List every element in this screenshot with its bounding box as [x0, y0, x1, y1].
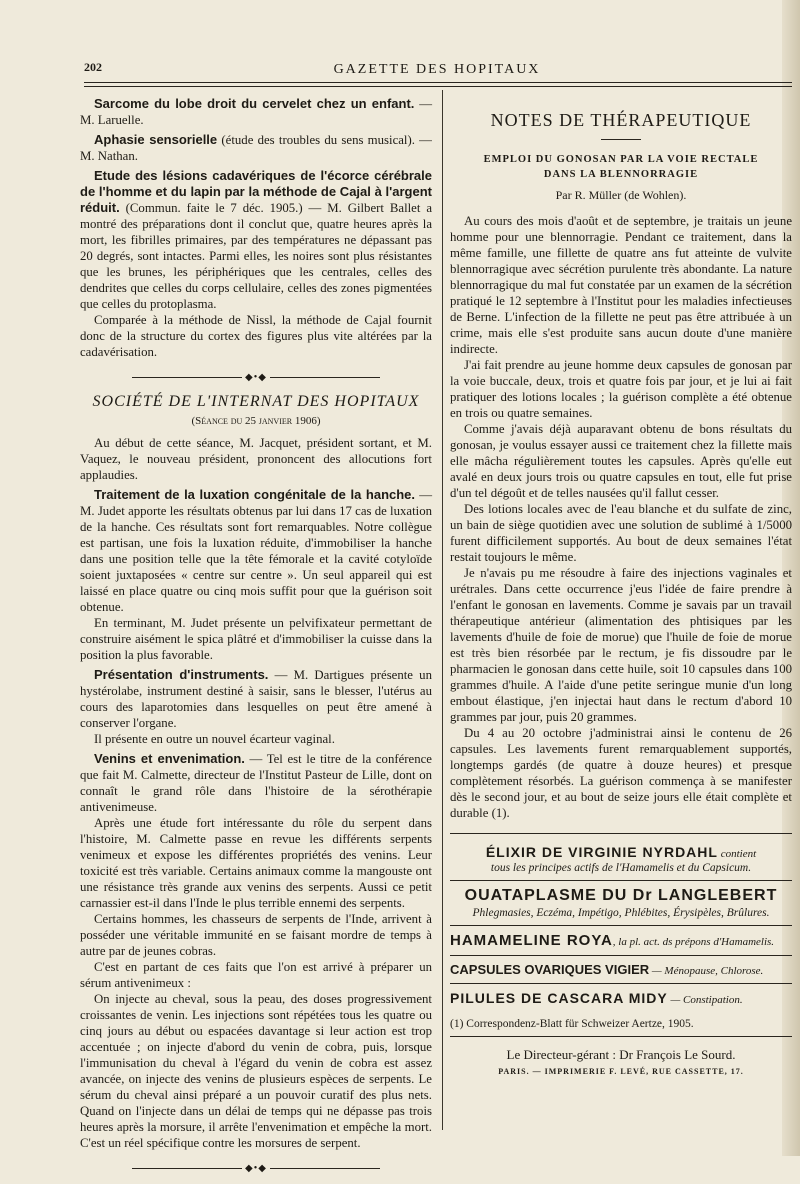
- left-column: [80, 96, 432, 1184]
- article-author: Par R. Müller (de Wohlen).: [555, 188, 687, 202]
- ad-pilules-name: PILULES DE CASCARA MIDY: [450, 990, 668, 1006]
- article-paragraph: Je n'avais pu me résoudre à faire des injections vaginales et urétrales. Dans cette occurrence j'eus l'idée de faire prendre à l'enfant le gonosan en lavements. Comme je savais par un travail thérapeutique antérieur (alimentation des phtisiques par les lavements d'huile de foie de morue) que l'huile de foie de morue est très bien résorbée par le rectum, je fis dissoudre par le pharmacien le gonosan dans cette huile, soit 10 capsules dans 100 grammes d'huile. A l'aide d'une petite seringue munie d'un long embout élastique, j'en injectai haut dans le rectum d'abord 10 grammes par jour, puis 20 grammes.: [450, 566, 792, 724]
- right-column: [450, 96, 792, 1076]
- article-paragraph: Comme j'avais déjà auparavant obtenu de bons résultats du gonosan, je voulus essayer aussi ce traitement chez la fillette mais elle mâcha régulièrement toutes les capsules. Après qu'elle eut avalé en deux jours trois ou quatre capsules en tout, elle fut prise d'un tel dégoût et de telles nausées qu'il fallut cesser.: [450, 422, 792, 500]
- article-paragraph: Des lotions locales avec de l'eau blanche et du sulfate de zinc, un bain de siège quotidien avec une solution de sublimé à 1/5000 furent difficilement supportés. Au bout de deux semaines l'état restait toujours le même.: [450, 502, 792, 564]
- ad-pilules-desc: — Constipation.: [667, 994, 743, 1006]
- traitement-body: — M. Judet apporte les résultats obtenus par lui dans 17 cas de luxation de la hanche. Ces résultats sont fort remarquables. Notre collègue est partisan, une fois la luxation réduite, d'immobiliser la hanche dans une position telle que la tête fémorale et la cavité cotyloïde soient juxtaposées « centre sur centre ». Un seul appareil qui est laissé en place quatre ou cinq mois suffit pour que la guérison soit obtenue.: [80, 488, 432, 614]
- society-intro: Au début de cette séance, M. Jacquet, président sortant, et M. Vaquez, le nouveau président, prononcent des allocutions fort applaudies.: [80, 436, 432, 482]
- venins-paragraph-3: Certains hommes, les chasseurs de serpents de l'Inde, arrivent à posséder une véritable immunité en se faisant mordre de temps à autre par de jeunes cobras.: [80, 912, 432, 958]
- item-aphasie-rest: (étude des troubles du sens musical). — M. Nathan.: [80, 133, 432, 163]
- society-session: (Séance du 25 janvier 1906): [191, 415, 321, 427]
- ad-separator: [450, 955, 792, 956]
- etude-body: (Commun. faite le 7 déc. 1905.) — M. Gilbert Ballet a montré des préparations dont il conclut que, quatre heures après la mort, les fibrilles primaires, par des températures ne dépassant pas 20 degrés, sont intactes. Parmi elles, les noires sont plus résistantes que les brunes, les périphériques que les centrales, celles des dendrites que celles du corps cellulaire, celles des zones pigmentées que celles du protoplasma.: [80, 201, 432, 311]
- instruments-head: Présentation d'instruments.: [94, 667, 269, 682]
- traitement-head: Traitement de la luxation congénitale de la hanche.: [94, 487, 416, 502]
- page-number: 202: [84, 60, 102, 74]
- venins-paragraph-4: C'est en partant de ces faits que l'on est arrivé à préparer un sérum antivenimeux :: [80, 960, 432, 990]
- ad-hamameline: [450, 932, 792, 949]
- article-paragraph: Au cours des mois d'août et de septembre, je traitais un jeune homme pour une blennorragie. Pendant ce traitement, dans la même famille, une fillette de quatre ans fut atteinte de vulvite blennorragique avec sécrétion purulente très abondante. La nature blennorragique du mal fut constatée par un examen de la sécrétion pratiqué le 12 septembre à l'Institut pour les maladies infectieuses de Berne. L'infection de la fillette ne peut pas être attribuée à un crime, mais elle s'est produite sans aucun doute d'une manière indirecte.: [450, 214, 792, 356]
- ad-capsules-desc: — Ménopause, Chlorose.: [649, 965, 764, 977]
- ad-pilules: [450, 990, 792, 1006]
- ad-ouataplasme: [450, 887, 792, 905]
- item-aphasie-head: Aphasie sensorielle: [94, 132, 218, 147]
- ad-hamameline-name: HAMAMELINE ROYA: [450, 932, 613, 949]
- directeur-gerant: Le Directeur-gérant : Dr François Le Sourd.: [506, 1047, 736, 1062]
- venins-paragraph-5: On injecte au cheval, sous la peau, des doses progressivement croissantes de venin. Les injections sont répétées tous les quatre ou cinq jours au début ou espacées davantage si leur action est trop accentuée ; on injecte d'abord du venin de cobra, puis, lorsque l'immunisation du cheval à l'égard du venin de cobra est assez avancée, on injecte des venins de plusieurs espèces de serpents. Le sérum du cheval ainsi préparé a un pouvoir curatif des plus nets. Quand on l'injecte dans un délai de temps qui ne dépasse pas trois heures après la morsure, il arrête l'envenimation et empêche la mort. C'est un réel spécifique contre les morsures de serpent.: [80, 992, 432, 1150]
- ad-capsules-name: CAPSULES OVARIQUES VIGIER: [450, 962, 650, 977]
- ad-separator: [450, 880, 792, 881]
- venins-paragraph-2: Après une étude fort intéressante du rôle du serpent dans l'histoire, M. Calmette passe en revue les différents serpents venimeux et expose les différentes propriétés des venins. Leur toxicité est très variable. Certains animaux comme la mangouste ont une résistance très grande aux venins des serpents. Aussi ce petit carnassier est-il dans l'Inde le plus terrible ennemi des serpents.: [80, 816, 432, 910]
- notes-title: NOTES DE THÉRAPEUTIQUE: [490, 110, 752, 130]
- printer-line: PARIS. — IMPRIMERIE F. LEVÉ, RUE CASSETTE, 17.: [498, 1067, 744, 1076]
- page-header: [84, 58, 790, 80]
- ad-ouataplasme-sub: Phlegmasies, Eczéma, Impétigo, Phlébites, Érysipèles, Brûlures.: [472, 907, 770, 919]
- article-paragraph: Du 4 au 20 octobre j'administrai ainsi le contenu de 26 capsules. Les lavements furent remarquablement supportés, longtemps gardés (de quatre à douze heures) et presque complètement résorbés. La guérison commença à se manifester dès le second jour, et au bout de seize jours elle était complète et durable (1).: [450, 726, 792, 820]
- article-title-line-1: EMPLOI DU GONOSAN PAR LA VOIE RECTALE: [483, 154, 759, 165]
- venins-head: Venins et envenimation.: [94, 751, 245, 766]
- item-sarcome-rest: — M. Laruelle.: [80, 97, 433, 127]
- instruments-body: — M. Dartigues présente un hystérolabe, instrument destiné à saisir, sans le blesser, l'utérus au cours des laparotomies dans lesquelles on peut être amené à conserver l'organe.: [80, 668, 432, 730]
- header-rule-thin: [84, 86, 792, 87]
- journal-title: GAZETTE DES HOPITAUX: [333, 62, 541, 77]
- etude-paragraph-2: Comparée à la méthode de Nissl, la méthode de Cajal fournit donc de la structure du cortex des figures plus vite altérées par la cadavérisation.: [80, 313, 432, 359]
- item-instruments: [80, 667, 432, 731]
- ad-hamameline-desc: , la pl. act. ds prépons d'Hamamelis.: [612, 936, 775, 948]
- venins-body: — Tel est le titre de la conférence que fait M. Calmette, directeur de l'Institut Pasteur de Lille, dont on connaît le grand rôle dans l'histoire de la sérothérapie antivenimeuse.: [80, 752, 432, 814]
- society-title: SOCIÉTÉ DE L'INTERNAT DES HOPITAUX: [92, 393, 420, 410]
- ad-elixir-name: ÉLIXIR DE VIRGINIE NYRDAHL: [485, 844, 718, 860]
- etude-head: Etude des lésions cadavériques de l'écorce cérébrale de l'homme et du lapin par la méthode de Cajal à l'argent réduit.: [80, 168, 432, 215]
- ad-separator: [450, 983, 792, 984]
- advertisements: [450, 833, 792, 1006]
- ad-elixir: [450, 844, 792, 860]
- item-etude: [80, 168, 432, 312]
- item-aphasie: [80, 132, 432, 164]
- end-ornament: ◆•◆: [80, 1163, 432, 1174]
- item-traitement: [80, 487, 432, 615]
- article-paragraph: J'ai fait prendre au jeune homme deux capsules de gonosan par la voie buccale, deux, trois et quatre fois par jour, et je lui ai fait pratiquer des lotions locales ; la guérison complète a été obtenue en trois ou quatre semaines.: [450, 358, 792, 420]
- header-rule: [84, 82, 792, 83]
- footnote: (1) Correspondenz-Blatt für Schweizer Aertze, 1905.: [450, 1018, 694, 1030]
- ad-elixir-sub: tous les principes actifs de l'Hamamelis et du Capsicum.: [490, 862, 752, 874]
- article-title-line-2: DANS LA BLENNORRAGIE: [543, 169, 699, 180]
- ad-separator: [450, 925, 792, 926]
- section-ornament: ◆•◆: [80, 372, 432, 383]
- item-sarcome: [80, 96, 432, 128]
- item-venins: [80, 751, 432, 815]
- ad-ouataplasme-name: OUATAPLASME DU Dr LANGLEBERT: [464, 887, 778, 904]
- column-divider: [442, 90, 443, 1130]
- instruments-paragraph-2: Il présente en outre un nouvel écarteur vaginal.: [94, 732, 335, 746]
- ad-elixir-desc: contient: [717, 848, 757, 860]
- ad-capsules: [450, 962, 792, 977]
- item-sarcome-head: Sarcome du lobe droit du cervelet chez un enfant.: [94, 96, 415, 111]
- traitement-paragraph-2: En terminant, M. Judet présente un pelvifixateur permettant de construire aisément le spica plâtré et d'immobiliser la cuisse dans la position la plus favorable.: [80, 616, 432, 662]
- footer-separator: [450, 1036, 792, 1037]
- title-rule: [601, 139, 641, 140]
